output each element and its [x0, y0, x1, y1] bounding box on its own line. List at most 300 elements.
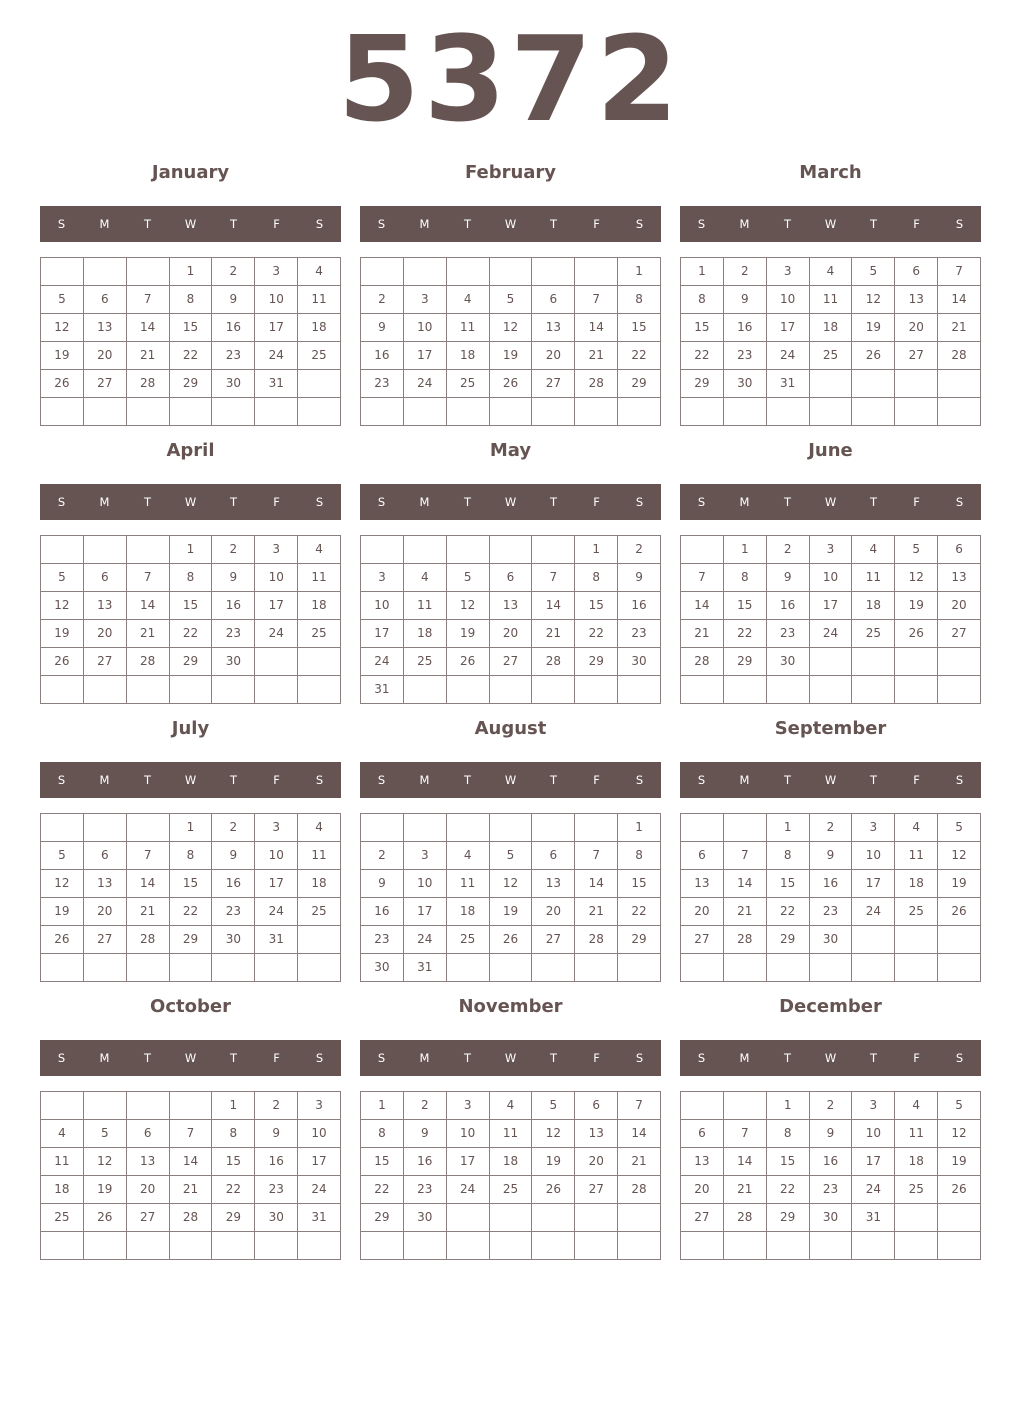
day-cell[interactable]: 16: [618, 592, 661, 620]
day-cell[interactable]: 4: [41, 1120, 84, 1148]
day-cell[interactable]: 4: [447, 842, 490, 870]
day-cell[interactable]: 16: [404, 1148, 447, 1176]
day-cell[interactable]: 15: [212, 1148, 255, 1176]
day-cell[interactable]: 1: [767, 1092, 810, 1120]
day-cell[interactable]: 6: [681, 1120, 724, 1148]
day-cell[interactable]: 20: [532, 342, 575, 370]
day-cell[interactable]: 27: [84, 926, 127, 954]
day-cell[interactable]: 24: [255, 620, 298, 648]
day-cell[interactable]: 20: [532, 898, 575, 926]
day-cell[interactable]: 2: [767, 536, 810, 564]
day-cell[interactable]: 23: [618, 620, 661, 648]
day-cell[interactable]: 2: [724, 258, 767, 286]
day-cell[interactable]: 23: [724, 342, 767, 370]
day-cell[interactable]: 6: [532, 842, 575, 870]
day-cell[interactable]: 18: [298, 314, 341, 342]
day-cell[interactable]: 7: [127, 286, 170, 314]
day-cell[interactable]: 6: [490, 564, 533, 592]
day-cell[interactable]: 1: [618, 814, 661, 842]
day-cell[interactable]: 28: [575, 926, 618, 954]
day-cell[interactable]: 19: [895, 592, 938, 620]
day-cell[interactable]: 30: [212, 370, 255, 398]
day-cell[interactable]: 25: [298, 898, 341, 926]
day-cell[interactable]: 7: [681, 564, 724, 592]
day-cell[interactable]: 23: [404, 1176, 447, 1204]
day-cell[interactable]: 10: [255, 286, 298, 314]
day-cell[interactable]: 4: [298, 536, 341, 564]
day-cell[interactable]: 27: [127, 1204, 170, 1232]
day-cell[interactable]: 9: [361, 314, 404, 342]
day-cell[interactable]: 6: [895, 258, 938, 286]
day-cell[interactable]: 28: [127, 648, 170, 676]
day-cell[interactable]: 2: [404, 1092, 447, 1120]
day-cell[interactable]: 17: [298, 1148, 341, 1176]
day-cell[interactable]: 18: [41, 1176, 84, 1204]
day-cell[interactable]: 24: [767, 342, 810, 370]
day-cell[interactable]: 4: [895, 1092, 938, 1120]
day-cell[interactable]: 18: [404, 620, 447, 648]
day-cell[interactable]: 1: [681, 258, 724, 286]
day-cell[interactable]: 16: [810, 1148, 853, 1176]
day-cell[interactable]: 27: [575, 1176, 618, 1204]
day-cell[interactable]: 19: [447, 620, 490, 648]
day-cell[interactable]: 12: [447, 592, 490, 620]
day-cell[interactable]: 31: [255, 370, 298, 398]
day-cell[interactable]: 14: [724, 870, 767, 898]
day-cell[interactable]: 13: [895, 286, 938, 314]
day-cell[interactable]: 13: [84, 592, 127, 620]
day-cell[interactable]: 9: [404, 1120, 447, 1148]
day-cell[interactable]: 28: [724, 1204, 767, 1232]
day-cell[interactable]: 10: [852, 842, 895, 870]
day-cell[interactable]: 31: [255, 926, 298, 954]
day-cell[interactable]: 26: [41, 370, 84, 398]
day-cell[interactable]: 7: [127, 842, 170, 870]
day-cell[interactable]: 12: [41, 314, 84, 342]
day-cell[interactable]: 13: [84, 870, 127, 898]
day-cell[interactable]: 11: [404, 592, 447, 620]
day-cell[interactable]: 4: [298, 258, 341, 286]
day-cell[interactable]: 1: [170, 258, 213, 286]
day-cell[interactable]: 13: [681, 870, 724, 898]
day-cell[interactable]: 6: [681, 842, 724, 870]
day-cell[interactable]: 27: [490, 648, 533, 676]
day-cell[interactable]: 28: [938, 342, 981, 370]
day-cell[interactable]: 17: [767, 314, 810, 342]
day-cell[interactable]: 11: [298, 842, 341, 870]
day-cell[interactable]: 18: [895, 1148, 938, 1176]
day-cell[interactable]: 7: [724, 1120, 767, 1148]
day-cell[interactable]: 30: [361, 954, 404, 982]
day-cell[interactable]: 11: [810, 286, 853, 314]
day-cell[interactable]: 20: [490, 620, 533, 648]
day-cell[interactable]: 6: [532, 286, 575, 314]
day-cell[interactable]: 20: [895, 314, 938, 342]
day-cell[interactable]: 31: [767, 370, 810, 398]
day-cell[interactable]: 22: [361, 1176, 404, 1204]
day-cell[interactable]: 8: [575, 564, 618, 592]
day-cell[interactable]: 7: [575, 286, 618, 314]
day-cell[interactable]: 19: [41, 620, 84, 648]
day-cell[interactable]: 19: [532, 1148, 575, 1176]
day-cell[interactable]: 29: [767, 926, 810, 954]
day-cell[interactable]: 10: [404, 314, 447, 342]
day-cell[interactable]: 9: [255, 1120, 298, 1148]
day-cell[interactable]: 9: [361, 870, 404, 898]
day-cell[interactable]: 20: [681, 1176, 724, 1204]
day-cell[interactable]: 5: [852, 258, 895, 286]
day-cell[interactable]: 24: [852, 1176, 895, 1204]
day-cell[interactable]: 8: [681, 286, 724, 314]
day-cell[interactable]: 8: [724, 564, 767, 592]
day-cell[interactable]: 23: [361, 926, 404, 954]
day-cell[interactable]: 28: [532, 648, 575, 676]
day-cell[interactable]: 29: [767, 1204, 810, 1232]
day-cell[interactable]: 20: [681, 898, 724, 926]
day-cell[interactable]: 30: [404, 1204, 447, 1232]
day-cell[interactable]: 12: [490, 314, 533, 342]
day-cell[interactable]: 21: [170, 1176, 213, 1204]
day-cell[interactable]: 23: [361, 370, 404, 398]
day-cell[interactable]: 15: [767, 1148, 810, 1176]
day-cell[interactable]: 27: [681, 926, 724, 954]
day-cell[interactable]: 23: [810, 1176, 853, 1204]
day-cell[interactable]: 6: [127, 1120, 170, 1148]
day-cell[interactable]: 20: [84, 342, 127, 370]
day-cell[interactable]: 21: [681, 620, 724, 648]
day-cell[interactable]: 17: [361, 620, 404, 648]
day-cell[interactable]: 14: [127, 870, 170, 898]
day-cell[interactable]: 5: [490, 842, 533, 870]
day-cell[interactable]: 29: [170, 648, 213, 676]
day-cell[interactable]: 7: [724, 842, 767, 870]
day-cell[interactable]: 12: [938, 1120, 981, 1148]
day-cell[interactable]: 22: [724, 620, 767, 648]
day-cell[interactable]: 7: [575, 842, 618, 870]
day-cell[interactable]: 18: [298, 592, 341, 620]
day-cell[interactable]: 9: [212, 842, 255, 870]
day-cell[interactable]: 1: [724, 536, 767, 564]
day-cell[interactable]: 3: [298, 1092, 341, 1120]
day-cell[interactable]: 17: [852, 1148, 895, 1176]
day-cell[interactable]: 11: [895, 842, 938, 870]
day-cell[interactable]: 11: [447, 314, 490, 342]
day-cell[interactable]: 25: [298, 342, 341, 370]
day-cell[interactable]: 24: [404, 926, 447, 954]
day-cell[interactable]: 10: [255, 564, 298, 592]
day-cell[interactable]: 23: [212, 342, 255, 370]
day-cell[interactable]: 27: [532, 926, 575, 954]
day-cell[interactable]: 13: [127, 1148, 170, 1176]
day-cell[interactable]: 15: [618, 314, 661, 342]
day-cell[interactable]: 19: [41, 898, 84, 926]
day-cell[interactable]: 9: [724, 286, 767, 314]
day-cell[interactable]: 19: [41, 342, 84, 370]
day-cell[interactable]: 14: [575, 870, 618, 898]
day-cell[interactable]: 1: [361, 1092, 404, 1120]
day-cell[interactable]: 5: [532, 1092, 575, 1120]
day-cell[interactable]: 24: [298, 1176, 341, 1204]
day-cell[interactable]: 4: [852, 536, 895, 564]
day-cell[interactable]: 3: [810, 536, 853, 564]
day-cell[interactable]: 3: [767, 258, 810, 286]
day-cell[interactable]: 6: [84, 842, 127, 870]
day-cell[interactable]: 30: [767, 648, 810, 676]
day-cell[interactable]: 8: [170, 286, 213, 314]
day-cell[interactable]: 5: [490, 286, 533, 314]
day-cell[interactable]: 31: [298, 1204, 341, 1232]
day-cell[interactable]: 22: [575, 620, 618, 648]
day-cell[interactable]: 19: [490, 342, 533, 370]
day-cell[interactable]: 17: [810, 592, 853, 620]
day-cell[interactable]: 16: [255, 1148, 298, 1176]
day-cell[interactable]: 10: [255, 842, 298, 870]
day-cell[interactable]: 8: [767, 1120, 810, 1148]
day-cell[interactable]: 19: [938, 870, 981, 898]
day-cell[interactable]: 11: [298, 286, 341, 314]
day-cell[interactable]: 23: [810, 898, 853, 926]
day-cell[interactable]: 16: [212, 592, 255, 620]
day-cell[interactable]: 3: [361, 564, 404, 592]
day-cell[interactable]: 26: [895, 620, 938, 648]
day-cell[interactable]: 3: [404, 286, 447, 314]
day-cell[interactable]: 31: [404, 954, 447, 982]
day-cell[interactable]: 16: [724, 314, 767, 342]
day-cell[interactable]: 3: [255, 814, 298, 842]
day-cell[interactable]: 23: [212, 898, 255, 926]
day-cell[interactable]: 2: [361, 842, 404, 870]
day-cell[interactable]: 9: [618, 564, 661, 592]
day-cell[interactable]: 25: [895, 898, 938, 926]
day-cell[interactable]: 26: [447, 648, 490, 676]
day-cell[interactable]: 7: [127, 564, 170, 592]
day-cell[interactable]: 26: [41, 926, 84, 954]
day-cell[interactable]: 26: [938, 898, 981, 926]
day-cell[interactable]: 16: [212, 870, 255, 898]
day-cell[interactable]: 22: [170, 898, 213, 926]
day-cell[interactable]: 1: [767, 814, 810, 842]
day-cell[interactable]: 22: [170, 342, 213, 370]
day-cell[interactable]: 21: [618, 1148, 661, 1176]
day-cell[interactable]: 3: [447, 1092, 490, 1120]
day-cell[interactable]: 25: [852, 620, 895, 648]
day-cell[interactable]: 12: [41, 592, 84, 620]
day-cell[interactable]: 31: [361, 676, 404, 704]
day-cell[interactable]: 10: [404, 870, 447, 898]
day-cell[interactable]: 5: [447, 564, 490, 592]
day-cell[interactable]: 29: [575, 648, 618, 676]
day-cell[interactable]: 17: [447, 1148, 490, 1176]
day-cell[interactable]: 23: [767, 620, 810, 648]
day-cell[interactable]: 14: [618, 1120, 661, 1148]
day-cell[interactable]: 8: [170, 564, 213, 592]
day-cell[interactable]: 27: [84, 370, 127, 398]
day-cell[interactable]: 3: [404, 842, 447, 870]
day-cell[interactable]: 30: [255, 1204, 298, 1232]
day-cell[interactable]: 30: [618, 648, 661, 676]
day-cell[interactable]: 17: [255, 592, 298, 620]
day-cell[interactable]: 4: [490, 1092, 533, 1120]
day-cell[interactable]: 9: [767, 564, 810, 592]
day-cell[interactable]: 11: [895, 1120, 938, 1148]
day-cell[interactable]: 24: [852, 898, 895, 926]
day-cell[interactable]: 29: [170, 370, 213, 398]
day-cell[interactable]: 22: [170, 620, 213, 648]
day-cell[interactable]: 15: [575, 592, 618, 620]
day-cell[interactable]: 10: [298, 1120, 341, 1148]
day-cell[interactable]: 14: [938, 286, 981, 314]
day-cell[interactable]: 19: [938, 1148, 981, 1176]
day-cell[interactable]: 16: [361, 342, 404, 370]
day-cell[interactable]: 18: [447, 342, 490, 370]
day-cell[interactable]: 22: [212, 1176, 255, 1204]
day-cell[interactable]: 27: [84, 648, 127, 676]
day-cell[interactable]: 16: [212, 314, 255, 342]
day-cell[interactable]: 15: [170, 314, 213, 342]
day-cell[interactable]: 3: [852, 1092, 895, 1120]
day-cell[interactable]: 12: [41, 870, 84, 898]
day-cell[interactable]: 12: [938, 842, 981, 870]
day-cell[interactable]: 9: [810, 842, 853, 870]
day-cell[interactable]: 18: [490, 1148, 533, 1176]
day-cell[interactable]: 23: [212, 620, 255, 648]
day-cell[interactable]: 11: [447, 870, 490, 898]
day-cell[interactable]: 20: [575, 1148, 618, 1176]
day-cell[interactable]: 30: [724, 370, 767, 398]
day-cell[interactable]: 1: [170, 536, 213, 564]
day-cell[interactable]: 14: [681, 592, 724, 620]
day-cell[interactable]: 14: [575, 314, 618, 342]
day-cell[interactable]: 9: [810, 1120, 853, 1148]
day-cell[interactable]: 25: [490, 1176, 533, 1204]
day-cell[interactable]: 15: [618, 870, 661, 898]
day-cell[interactable]: 6: [84, 564, 127, 592]
day-cell[interactable]: 7: [170, 1120, 213, 1148]
day-cell[interactable]: 27: [895, 342, 938, 370]
day-cell[interactable]: 20: [84, 620, 127, 648]
day-cell[interactable]: 21: [127, 898, 170, 926]
day-cell[interactable]: 31: [852, 1204, 895, 1232]
day-cell[interactable]: 13: [938, 564, 981, 592]
day-cell[interactable]: 11: [490, 1120, 533, 1148]
day-cell[interactable]: 29: [724, 648, 767, 676]
day-cell[interactable]: 28: [681, 648, 724, 676]
day-cell[interactable]: 4: [298, 814, 341, 842]
day-cell[interactable]: 21: [127, 342, 170, 370]
day-cell[interactable]: 4: [895, 814, 938, 842]
day-cell[interactable]: 25: [810, 342, 853, 370]
day-cell[interactable]: 12: [895, 564, 938, 592]
day-cell[interactable]: 29: [212, 1204, 255, 1232]
day-cell[interactable]: 26: [532, 1176, 575, 1204]
day-cell[interactable]: 19: [852, 314, 895, 342]
day-cell[interactable]: 1: [170, 814, 213, 842]
day-cell[interactable]: 7: [938, 258, 981, 286]
day-cell[interactable]: 5: [895, 536, 938, 564]
day-cell[interactable]: 21: [127, 620, 170, 648]
day-cell[interactable]: 18: [852, 592, 895, 620]
day-cell[interactable]: 8: [767, 842, 810, 870]
day-cell[interactable]: 22: [681, 342, 724, 370]
day-cell[interactable]: 15: [361, 1148, 404, 1176]
day-cell[interactable]: 5: [41, 564, 84, 592]
day-cell[interactable]: 14: [532, 592, 575, 620]
day-cell[interactable]: 26: [41, 648, 84, 676]
day-cell[interactable]: 17: [404, 342, 447, 370]
day-cell[interactable]: 15: [170, 870, 213, 898]
day-cell[interactable]: 5: [938, 1092, 981, 1120]
day-cell[interactable]: 2: [361, 286, 404, 314]
day-cell[interactable]: 14: [170, 1148, 213, 1176]
day-cell[interactable]: 27: [532, 370, 575, 398]
day-cell[interactable]: 18: [447, 898, 490, 926]
day-cell[interactable]: 21: [575, 342, 618, 370]
day-cell[interactable]: 17: [255, 314, 298, 342]
day-cell[interactable]: 29: [618, 926, 661, 954]
day-cell[interactable]: 2: [212, 814, 255, 842]
day-cell[interactable]: 5: [938, 814, 981, 842]
day-cell[interactable]: 8: [618, 842, 661, 870]
day-cell[interactable]: 4: [447, 286, 490, 314]
day-cell[interactable]: 30: [810, 926, 853, 954]
day-cell[interactable]: 28: [724, 926, 767, 954]
day-cell[interactable]: 12: [532, 1120, 575, 1148]
day-cell[interactable]: 24: [810, 620, 853, 648]
day-cell[interactable]: 17: [852, 870, 895, 898]
day-cell[interactable]: 26: [490, 370, 533, 398]
day-cell[interactable]: 17: [255, 870, 298, 898]
day-cell[interactable]: 22: [767, 898, 810, 926]
day-cell[interactable]: 15: [681, 314, 724, 342]
day-cell[interactable]: 24: [361, 648, 404, 676]
day-cell[interactable]: 21: [532, 620, 575, 648]
day-cell[interactable]: 15: [767, 870, 810, 898]
day-cell[interactable]: 18: [810, 314, 853, 342]
day-cell[interactable]: 9: [212, 564, 255, 592]
day-cell[interactable]: 29: [618, 370, 661, 398]
day-cell[interactable]: 3: [255, 258, 298, 286]
day-cell[interactable]: 30: [810, 1204, 853, 1232]
day-cell[interactable]: 1: [212, 1092, 255, 1120]
day-cell[interactable]: 22: [767, 1176, 810, 1204]
day-cell[interactable]: 27: [681, 1204, 724, 1232]
day-cell[interactable]: 16: [810, 870, 853, 898]
day-cell[interactable]: 22: [618, 898, 661, 926]
day-cell[interactable]: 16: [767, 592, 810, 620]
day-cell[interactable]: 30: [212, 648, 255, 676]
day-cell[interactable]: 2: [810, 1092, 853, 1120]
day-cell[interactable]: 13: [84, 314, 127, 342]
day-cell[interactable]: 26: [490, 926, 533, 954]
day-cell[interactable]: 28: [618, 1176, 661, 1204]
day-cell[interactable]: 20: [127, 1176, 170, 1204]
day-cell[interactable]: 4: [810, 258, 853, 286]
day-cell[interactable]: 8: [212, 1120, 255, 1148]
day-cell[interactable]: 10: [852, 1120, 895, 1148]
day-cell[interactable]: 13: [575, 1120, 618, 1148]
day-cell[interactable]: 10: [447, 1120, 490, 1148]
day-cell[interactable]: 8: [361, 1120, 404, 1148]
day-cell[interactable]: 21: [575, 898, 618, 926]
day-cell[interactable]: 3: [852, 814, 895, 842]
day-cell[interactable]: 21: [724, 898, 767, 926]
day-cell[interactable]: 2: [255, 1092, 298, 1120]
day-cell[interactable]: 18: [298, 870, 341, 898]
day-cell[interactable]: 20: [84, 898, 127, 926]
day-cell[interactable]: 28: [170, 1204, 213, 1232]
day-cell[interactable]: 25: [404, 648, 447, 676]
day-cell[interactable]: 6: [938, 536, 981, 564]
